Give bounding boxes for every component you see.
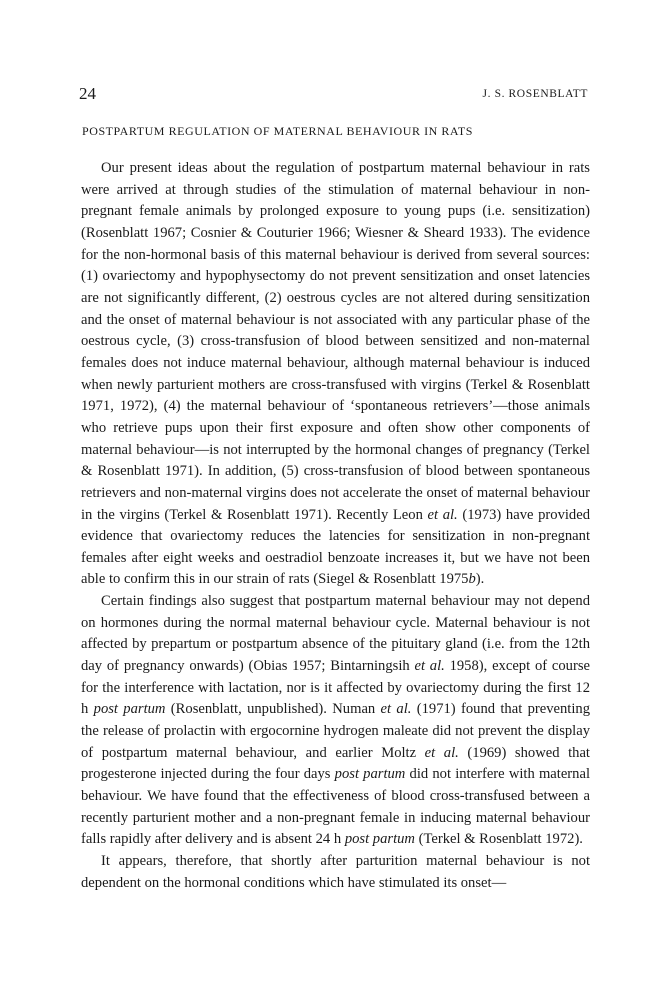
italic-text: post partum xyxy=(344,831,415,848)
running-head: J. S. ROSENBLATT xyxy=(482,88,588,100)
text-run: Our present ideas about the regulation of postpartum maternal behaviour in rats were arrived at through studies of the stimulation of maternal behaviour in non-pregnant female animals by prolonged exposure to young pups (i.e. sensitization) (Rosenblatt 1967; Cosnier & Couturier 1966; Wiesner & Sheard 1933). The evidence for the non-hormonal basis of this maternal behaviour is derived from several sources: (1) ovariectomy and hypophysectomy do not prevent sensitization and onset latencies are not significantly different, (2) oestrous cycles are not altered during sensitization and the onset of maternal behaviour is not associated with any particular phase of the oestrous cycle, (3) cross-transfusion of blood between sensitized and non-maternal females does not induce maternal behaviour, although maternal behaviour is induced when newly parturient mothers are cross-transfused with virgins (Terkel & Rosenblatt 1971, 1972), (4) the maternal behaviour of ‘spontaneous retrievers’—those animals who retrieve pups upon their first exposure and often show other components of maternal behaviour—is not interrupted by the hormonal changes of pregnancy (Terkel & Rosenblatt 1971). In addition, (5) cross-transfusion of blood between spontaneous retrievers and non-maternal virgins does not accelerate the onset of maternal behaviour in the virgins (Terkel & Rosenblatt 1971). Recently Leon xyxy=(81,160,590,523)
page-number: 24 xyxy=(79,84,96,103)
text-run: ). xyxy=(475,571,485,588)
text-run: (1973) have provided evidence that ovariectomy reduces the latencies for sensitization in non-pregnant females after eight weeks and oestradiol benzoate increases it, but we have not been able to confirm this in our strain of rats (Siegel & Rosenblatt 1975 xyxy=(81,506,590,588)
italic-text: et al. xyxy=(380,701,412,718)
text-run: did not interfere with maternal behaviour. We have found that the effectiveness of blood cross-transfused between a recently parturient mother and a non-pregnant female in inducing maternal behaviour falls rapidly after delivery and is absent 24 h xyxy=(81,766,590,848)
paragraph xyxy=(81,591,590,851)
text-run: 1958), except of course for the interference with lactation, nor is it affected by ovariectomy during the first 12 h xyxy=(81,658,590,718)
text-run: Certain findings also suggest that postpartum maternal behaviour may not depend on hormones during the normal maternal behaviour cycle. Maternal behaviour is not affected by prepartum or postpartum absence of the pituitary gland (i.e. from the 12th day of pregnancy onwards) (Obias 1957; Bintarningsih xyxy=(81,593,590,675)
text-run: (Rosenblatt, unpublished). Numan xyxy=(165,701,381,718)
text-run: (1969) showed that progesterone injected during the four days xyxy=(81,744,590,783)
italic-text: et al. xyxy=(427,506,458,523)
italic-text: b xyxy=(468,571,476,588)
italic-text: et al. xyxy=(424,744,459,761)
body-text xyxy=(81,158,590,894)
italic-text: post partum xyxy=(334,766,406,783)
text-run: (1971) found that preventing the release of prolactin with ergocornine hydrogen maleate did not prevent the display of postpartum maternal behaviour, and earlier Moltz xyxy=(81,701,591,761)
section-heading: POSTPARTUM REGULATION OF MATERNAL BEHAVIOUR IN RATS xyxy=(82,124,473,138)
paragraph xyxy=(81,851,590,894)
italic-text: et al. xyxy=(414,658,445,675)
paragraph xyxy=(81,158,590,591)
italic-text: post partum xyxy=(93,701,166,718)
text-run: (Terkel & Rosenblatt 1972). xyxy=(414,831,583,848)
text-run: It appears, therefore, that shortly after parturition maternal behaviour is not dependent on the hormonal conditions which have stimulated its onset— xyxy=(81,853,590,891)
